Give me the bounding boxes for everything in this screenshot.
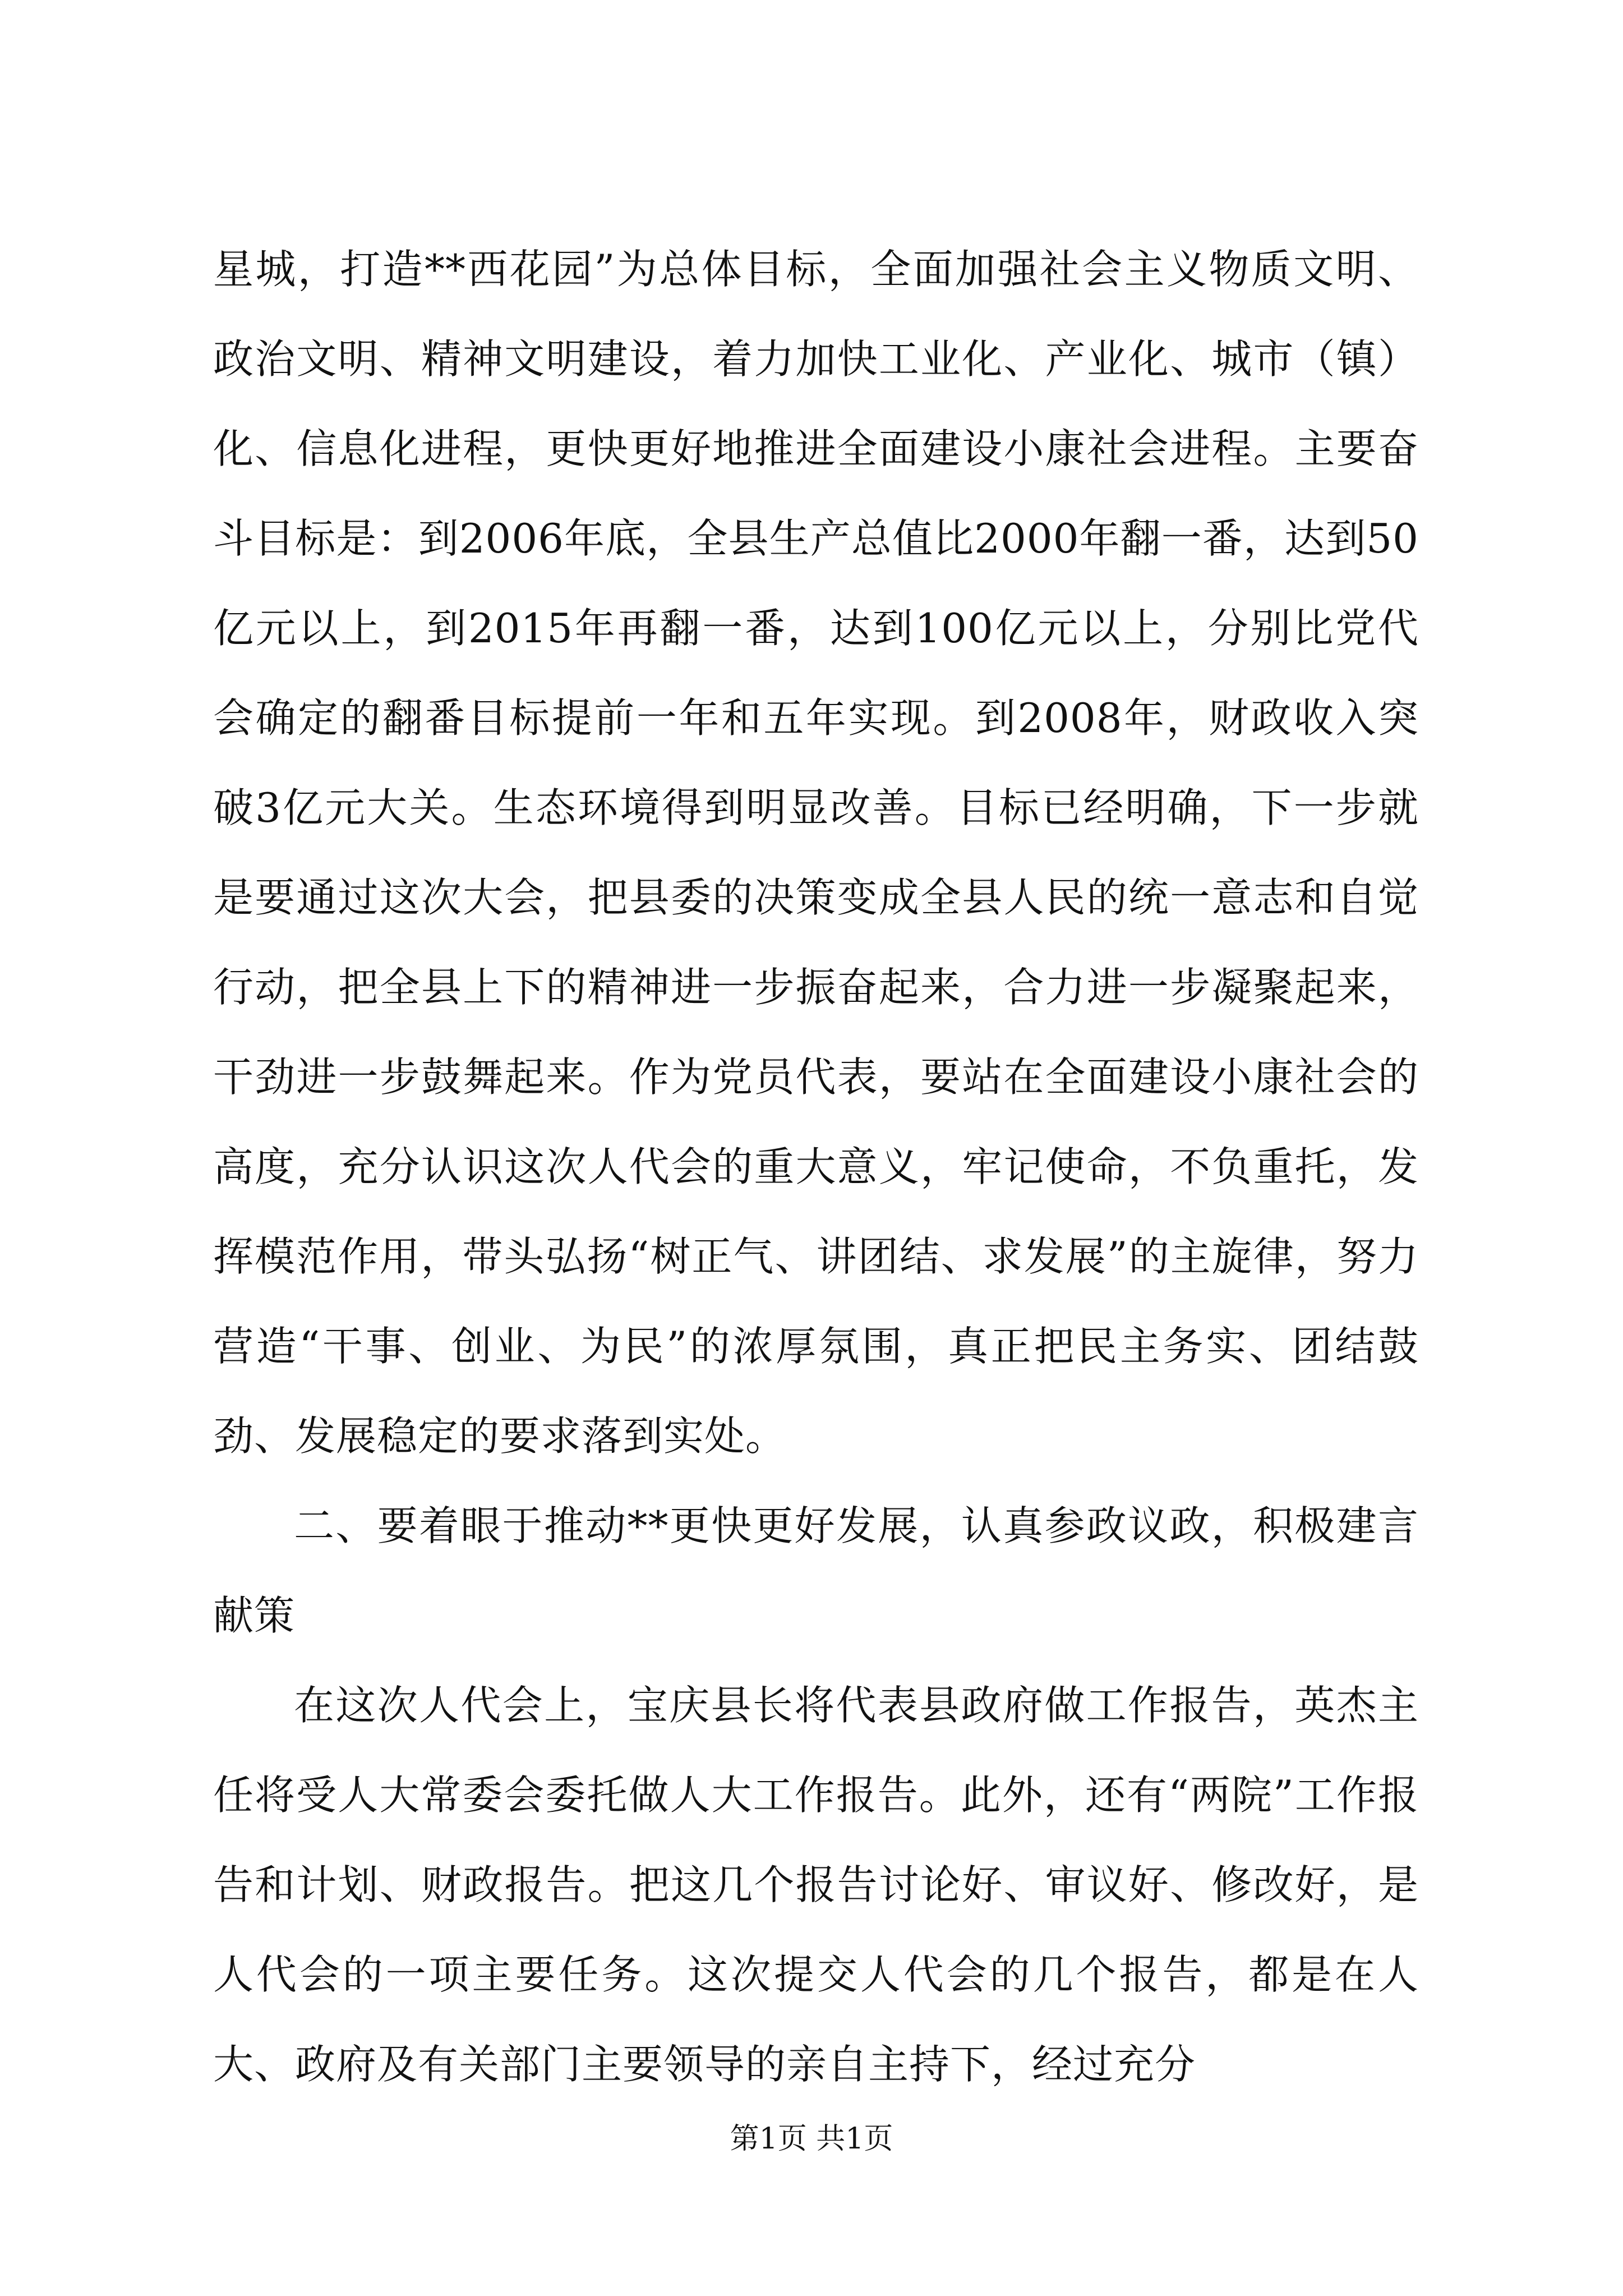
document-body [213,224,1419,2109]
paragraph-body: 在这次人代会上，宝庆县长将代表县政府做工作报告，英杰主任将受人大常委会委托做人大工作报告。此外，还有“两院”工作报告和计划、财政报告。把这几个报告讨论好、审议好、修改好，是人代会的一项主要任务。这次提交人代会的几个报告，都是在人大、政府及有关部门主要领导的亲自主持下，经过充分 [213,1682,1419,2088]
paragraph-continuation: 星城，打造**西花园”为总体目标，全面加强社会主义物质文明、政治文明、精神文明建设，着力加快工业化、产业化、城市（镇）化、信息化进程，更快更好地推进全面建设小康社会进程。主要奋斗目标是：到2006年底，全县生产总值比2000年翻一番，达到50亿元以上，到2015年再翻一番，达到100亿元以上，分别比党代会确定的翻番目标提前一年和五年实现。到2008年，财政收入突破3亿元大关。生态环境得到明显改善。目标已经明确，下一步就是要通过这次大会，把县委的决策变成全县人民的统一意志和自觉行动，把全县上下的精神进一步振奋起来，合力进一步凝聚起来，干劲进一步鼓舞起来。作为党员代表，要站在全面建设小康社会的高度，充分认识这次人代会的重大意义，牢记使命，不负重托，发挥模范作用，带头弘扬“树正气、讲团结、求发展”的主旋律，努力营造“干事、创业、为民”的浓厚氛围，真正把民主务实、团结鼓劲、发展稳定的要求落到实处。 [213,246,1419,1460]
section-heading: 二、要着眼于推动**更快更好发展，认真参政议政，积极建言献策 [213,1502,1419,1639]
page-footer: 第1页 共1页 [730,2122,893,2156]
